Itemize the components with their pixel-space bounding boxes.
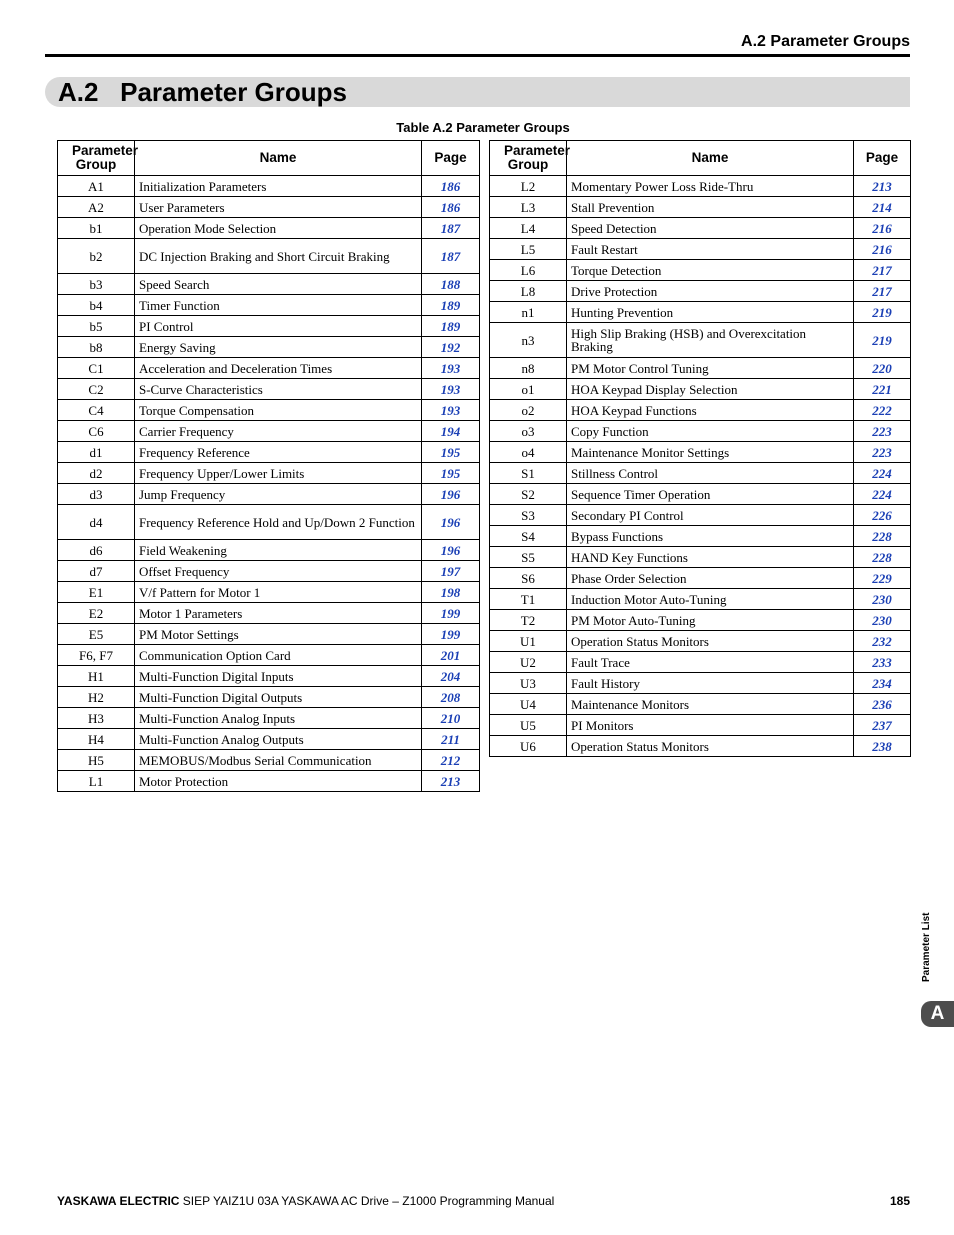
parameter-group-cell: S2 [490,484,567,505]
page-link[interactable]: 208 [440,689,461,705]
page-cell [422,463,480,484]
page-link[interactable]: 211 [441,731,460,747]
parameter-group-cell: o4 [490,442,567,463]
page-cell [422,176,480,197]
parameter-name-cell: V/f Pattern for Motor 1 [135,582,422,603]
parameter-name-cell: Secondary PI Control [567,505,854,526]
table-row [490,505,911,526]
parameter-name-cell: Fault History [567,673,854,694]
parameter-group-cell: U2 [490,652,567,673]
page-link[interactable]: 188 [440,276,461,292]
table-row [58,484,480,505]
parameter-group-cell: o2 [490,400,567,421]
table-header-row [490,141,911,176]
page-link[interactable]: 221 [872,381,892,397]
parameter-name-cell: PI Monitors [567,715,854,736]
page-cell [854,484,911,505]
table-row [490,526,911,547]
parameter-name-cell: Energy Saving [135,337,422,358]
page-link[interactable]: 196 [440,542,461,558]
parameter-group-cell: E1 [58,582,135,603]
page-link[interactable]: 236 [872,696,892,712]
page-link[interactable]: 187 [440,248,461,264]
table-row [490,421,911,442]
column-header-name: Name [135,141,422,176]
parameter-group-cell: L1 [58,771,135,792]
page-link[interactable]: 217 [872,262,892,278]
page-link[interactable]: 196 [440,514,461,530]
page-link[interactable]: 234 [872,675,892,691]
page-link[interactable]: 196 [440,486,461,502]
page-cell [422,239,480,274]
page-link[interactable]: 189 [440,318,461,334]
page-cell [422,484,480,505]
table-row [58,337,480,358]
parameter-name-cell: Copy Function [567,421,854,442]
parameter-name-cell: High Slip Braking (HSB) and Overexcitation Braking [567,323,854,358]
table-row [490,652,911,673]
page-link[interactable]: 186 [440,199,461,215]
table-row [58,197,480,218]
table-row [58,582,480,603]
parameter-group-cell: S5 [490,547,567,568]
parameter-name-cell: Multi-Function Analog Outputs [135,729,422,750]
parameter-group-cell: U3 [490,673,567,694]
page-cell [422,218,480,239]
page-cell [854,526,911,547]
parameter-group-cell: H1 [58,666,135,687]
page-cell [854,547,911,568]
parameter-name-cell: Communication Option Card [135,645,422,666]
table-row [58,239,480,274]
parameter-group-cell: H4 [58,729,135,750]
page-cell [854,176,911,197]
side-tab-label: Parameter List [921,912,932,982]
page-link[interactable]: 213 [440,773,461,789]
table-row [490,442,911,463]
table-row [490,547,911,568]
parameter-name-cell: S-Curve Characteristics [135,379,422,400]
table-row [490,358,911,379]
running-header-title: A.2 Parameter Groups [741,33,910,50]
page-cell [422,729,480,750]
page-cell [854,652,911,673]
page-link[interactable]: 223 [872,444,892,460]
table-row [58,750,480,771]
table-row [490,281,911,302]
parameter-group-cell: o3 [490,421,567,442]
table-row [58,358,480,379]
page-link[interactable]: 228 [872,528,892,544]
page-cell [854,323,911,358]
footer-text [57,1194,554,1208]
table-row [58,274,480,295]
parameter-name-cell: Maintenance Monitor Settings [567,442,854,463]
page-link[interactable]: 193 [440,402,461,418]
page-cell [422,645,480,666]
parameter-group-cell: b8 [58,337,135,358]
table-row [490,715,911,736]
page-cell [854,694,911,715]
parameter-group-cell: H2 [58,687,135,708]
header-rule [45,54,910,57]
parameter-group-cell: S6 [490,568,567,589]
parameter-name-cell: User Parameters [135,197,422,218]
page-link[interactable]: 216 [872,220,892,236]
parameter-name-cell: Speed Search [135,274,422,295]
table-header-row [58,141,480,176]
parameter-group-cell: L3 [490,197,567,218]
table-row [490,260,911,281]
parameter-name-cell: Operation Mode Selection [135,218,422,239]
page-cell [854,631,911,652]
page-cell [854,218,911,239]
page-link[interactable]: 193 [440,381,461,397]
parameter-group-cell: S4 [490,526,567,547]
page-cell [422,505,480,540]
table-row [490,218,911,239]
parameter-name-cell: Maintenance Monitors [567,694,854,715]
parameter-name-cell: Fault Trace [567,652,854,673]
parameter-name-cell: Fault Restart [567,239,854,260]
page-cell [854,421,911,442]
page-link[interactable]: 204 [440,668,461,684]
parameter-group-cell: L4 [490,218,567,239]
table-row [58,463,480,484]
column-header-name: Name [567,141,854,176]
table-row [58,561,480,582]
table-row [490,631,911,652]
table-row [58,666,480,687]
parameter-name-cell: Offset Frequency [135,561,422,582]
parameter-name-cell: Multi-Function Digital Inputs [135,666,422,687]
parameter-group-cell: b4 [58,295,135,316]
column-header-group: Parameter Group [58,141,135,176]
parameter-group-cell: n8 [490,358,567,379]
parameter-group-cell: d4 [58,505,135,540]
table-row [58,421,480,442]
table-row [490,197,911,218]
page-link[interactable]: 186 [440,178,461,194]
table-row [58,400,480,421]
page-link[interactable]: 230 [872,612,892,628]
page-link[interactable]: 219 [872,332,892,348]
page-cell [422,603,480,624]
page-cell [422,666,480,687]
page-cell [422,708,480,729]
parameter-group-cell: U4 [490,694,567,715]
table-row [58,316,480,337]
page-link[interactable]: 201 [440,647,461,663]
section-title: A.2 Parameter Groups [58,77,347,107]
page-cell [422,295,480,316]
parameter-group-cell: b3 [58,274,135,295]
table-row [58,379,480,400]
page-link[interactable]: 199 [440,605,461,621]
page-link[interactable]: 224 [872,486,892,502]
table-row [490,176,911,197]
table-row [490,568,911,589]
parameter-name-cell: HOA Keypad Display Selection [567,379,854,400]
parameter-name-cell: Field Weakening [135,540,422,561]
parameter-groups-table-right [489,140,911,757]
parameter-name-cell: MEMOBUS/Modbus Serial Communication [135,750,422,771]
page-cell [854,589,911,610]
page-cell [422,750,480,771]
parameter-name-cell: Frequency Upper/Lower Limits [135,463,422,484]
page-link[interactable]: 195 [440,444,461,460]
page-link[interactable]: 228 [872,549,892,565]
table-row [490,589,911,610]
page-cell [854,610,911,631]
parameter-group-cell: L5 [490,239,567,260]
page-link[interactable]: 192 [440,339,461,355]
parameter-group-cell: A2 [58,197,135,218]
page-cell [422,400,480,421]
page-link[interactable]: 220 [872,360,892,376]
page-cell [854,302,911,323]
page-cell [854,239,911,260]
parameter-group-cell: b5 [58,316,135,337]
parameter-group-cell: L8 [490,281,567,302]
table-row [58,218,480,239]
table-row [58,708,480,729]
parameter-name-cell: Frequency Reference [135,442,422,463]
page-cell [422,358,480,379]
page-link[interactable]: 199 [440,626,461,642]
table-row [58,771,480,792]
page-cell [422,197,480,218]
page-cell [854,400,911,421]
page-cell [854,260,911,281]
parameter-group-cell: E5 [58,624,135,645]
footer-page-number: 185 [889,1194,910,1208]
chapter-tab-badge[interactable]: A [921,1001,954,1027]
parameter-group-cell: n1 [490,302,567,323]
page-link[interactable]: 237 [872,717,892,733]
parameter-name-cell: Stillness Control [567,463,854,484]
table-row [490,239,911,260]
parameter-group-cell: L2 [490,176,567,197]
parameter-group-cell: d6 [58,540,135,561]
page-link[interactable]: 216 [872,241,892,257]
parameter-name-cell: Bypass Functions [567,526,854,547]
column-header-page: Page [854,141,911,176]
page-link[interactable]: 219 [872,304,892,320]
table-row [490,323,911,358]
page-cell [422,274,480,295]
page-link[interactable]: 230 [872,591,892,607]
page-link[interactable]: 187 [440,220,461,236]
page-cell [854,197,911,218]
page-link[interactable]: 238 [872,738,892,754]
table-row [58,295,480,316]
parameter-name-cell: Torque Detection [567,260,854,281]
page-link[interactable]: 194 [440,423,461,439]
parameter-name-cell: Induction Motor Auto-Tuning [567,589,854,610]
parameter-group-cell: U5 [490,715,567,736]
page-link[interactable]: 198 [440,584,461,600]
parameter-group-cell: d2 [58,463,135,484]
parameter-name-cell: Acceleration and Deceleration Times [135,358,422,379]
parameter-group-cell: F6, F7 [58,645,135,666]
parameter-name-cell: Speed Detection [567,218,854,239]
parameter-group-cell: U6 [490,736,567,757]
table-row [58,624,480,645]
page-link[interactable]: 232 [872,633,892,649]
parameter-group-cell: U1 [490,631,567,652]
page-cell [854,379,911,400]
parameter-name-cell: DC Injection Braking and Short Circuit Braking [135,239,422,274]
column-header-group: Parameter Group [490,141,567,176]
page-link[interactable]: 222 [872,402,892,418]
table-row [490,694,911,715]
table-row [490,463,911,484]
page-cell [422,582,480,603]
parameter-name-cell: Motor Protection [135,771,422,792]
page-link[interactable]: 217 [872,283,892,299]
parameter-name-cell: Hunting Prevention [567,302,854,323]
page-link[interactable]: 197 [440,563,461,579]
page-link[interactable]: 229 [872,570,892,586]
page-cell [854,673,911,694]
parameter-group-cell: E2 [58,603,135,624]
parameter-name-cell: PI Control [135,316,422,337]
parameter-name-cell: Timer Function [135,295,422,316]
parameter-group-cell: o1 [490,379,567,400]
parameter-name-cell: Operation Status Monitors [567,736,854,757]
table-row [58,540,480,561]
parameter-groups-table-left [57,140,480,792]
footer-doc-title: SIEP YAIZ1U 03A YASKAWA AC Drive – Z1000 Programming Manual [179,1194,555,1208]
page-cell [422,316,480,337]
table-row [490,484,911,505]
page-link[interactable]: 193 [440,360,461,376]
page-cell [854,715,911,736]
parameter-name-cell: HAND Key Functions [567,547,854,568]
table-row [490,302,911,323]
table-row [58,687,480,708]
table-row [58,176,480,197]
parameter-name-cell: Frequency Reference Hold and Up/Down 2 Function [135,505,422,540]
parameter-name-cell: PM Motor Auto-Tuning [567,610,854,631]
parameter-group-cell: L6 [490,260,567,281]
page-link[interactable]: 210 [440,710,461,726]
parameter-name-cell: Drive Protection [567,281,854,302]
page-cell [854,736,911,757]
page-link[interactable]: 212 [440,752,461,768]
page-cell [854,358,911,379]
parameter-group-cell: S3 [490,505,567,526]
parameter-name-cell: Momentary Power Loss Ride-Thru [567,176,854,197]
table-caption: Table A.2 Parameter Groups [396,120,570,135]
table-row [490,736,911,757]
parameter-name-cell: Carrier Frequency [135,421,422,442]
parameter-group-cell: H3 [58,708,135,729]
page-link[interactable]: 214 [872,199,892,215]
page-cell [854,505,911,526]
table-row [490,673,911,694]
column-header-page: Page [422,141,480,176]
parameter-group-cell: C2 [58,379,135,400]
parameter-name-cell: Sequence Timer Operation [567,484,854,505]
parameter-name-cell: Torque Compensation [135,400,422,421]
parameter-group-cell: S1 [490,463,567,484]
page-link[interactable]: 189 [440,297,461,313]
parameter-name-cell: Multi-Function Digital Outputs [135,687,422,708]
page-cell [422,561,480,582]
page-link[interactable]: 223 [872,423,892,439]
parameter-group-cell: H5 [58,750,135,771]
table-row [490,400,911,421]
page-cell [854,281,911,302]
parameter-group-cell: d7 [58,561,135,582]
page-cell [422,421,480,442]
parameter-group-cell: C4 [58,400,135,421]
page-cell [422,442,480,463]
page-link[interactable]: 233 [872,654,892,670]
parameter-name-cell: Jump Frequency [135,484,422,505]
page-link[interactable]: 195 [440,465,461,481]
page-link[interactable]: 213 [872,178,892,194]
parameter-name-cell: HOA Keypad Functions [567,400,854,421]
parameter-group-cell: T1 [490,589,567,610]
page-cell [422,771,480,792]
page-cell [854,463,911,484]
table-row [58,505,480,540]
parameter-group-cell: b1 [58,218,135,239]
parameter-group-cell: d1 [58,442,135,463]
parameter-group-cell: C1 [58,358,135,379]
page-cell [422,337,480,358]
parameter-group-cell: d3 [58,484,135,505]
parameter-name-cell: PM Motor Control Tuning [567,358,854,379]
parameter-name-cell: Operation Status Monitors [567,631,854,652]
parameter-name-cell: Initialization Parameters [135,176,422,197]
table-row [58,442,480,463]
page-cell [854,442,911,463]
parameter-group-cell: A1 [58,176,135,197]
table-row [490,610,911,631]
page-cell [422,379,480,400]
parameter-name-cell: PM Motor Settings [135,624,422,645]
parameter-name-cell: Motor 1 Parameters [135,603,422,624]
page-link[interactable]: 224 [872,465,892,481]
page-cell [854,568,911,589]
parameter-group-cell: T2 [490,610,567,631]
page-cell [422,624,480,645]
table-row [58,645,480,666]
page-cell [422,687,480,708]
page-cell [422,540,480,561]
parameter-name-cell: Stall Prevention [567,197,854,218]
footer-brand: YASKAWA ELECTRIC [57,1194,180,1208]
parameter-group-cell: b2 [58,239,135,274]
parameter-name-cell: Phase Order Selection [567,568,854,589]
table-row [58,729,480,750]
table-row [490,379,911,400]
parameter-group-cell: C6 [58,421,135,442]
parameter-group-cell: n3 [490,323,567,358]
parameter-name-cell: Multi-Function Analog Inputs [135,708,422,729]
table-row [58,603,480,624]
page-link[interactable]: 226 [872,507,892,523]
